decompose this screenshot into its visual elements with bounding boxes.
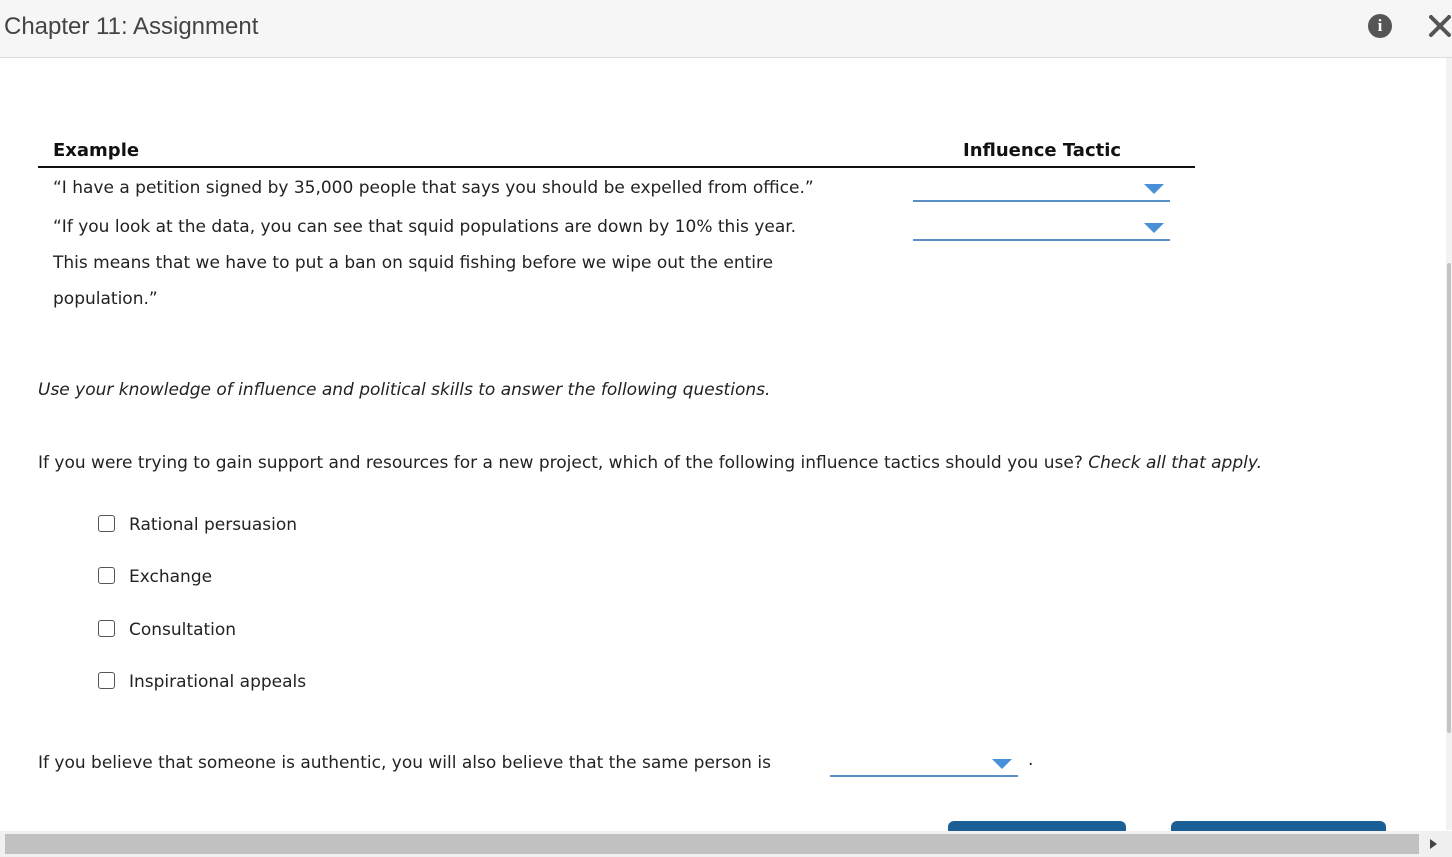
checkbox[interactable]	[98, 672, 115, 689]
example-row-2-line-3: population.”	[53, 289, 158, 309]
vertical-scroll-thumb[interactable]	[1447, 263, 1451, 733]
horizontal-scroll-thumb[interactable]	[5, 834, 1419, 854]
scroll-right-arrow-icon[interactable]	[1430, 839, 1437, 849]
vertical-scrollbar[interactable]	[1446, 58, 1452, 830]
example-row-1-text: “I have a petition signed by 35,000 people that says you should be expelled from office.”	[53, 178, 814, 198]
option-label: Consultation	[129, 620, 237, 640]
header-bar	[0, 0, 1452, 58]
question-1-text: If you were trying to gain support and resources for a new project, which of the following influence tactics should you use?	[38, 453, 1089, 473]
table-header-rule	[38, 166, 1195, 168]
question-2-text: If you believe that someone is authentic, you will also believe that the same person is	[38, 753, 771, 773]
chevron-down-icon	[992, 759, 1012, 769]
example-row-2-line-1: “If you look at the data, you can see that squid populations are down by 10% this year.	[53, 217, 797, 237]
info-icon[interactable]: i	[1368, 14, 1392, 38]
chevron-down-icon	[1144, 184, 1164, 194]
option-label: Inspirational appeals	[129, 672, 307, 692]
checkbox[interactable]	[98, 515, 115, 532]
question-1	[38, 453, 1262, 473]
question-2-suffix: .	[1028, 750, 1034, 770]
chevron-down-icon	[1144, 223, 1164, 233]
row-1-tactic-dropdown[interactable]	[913, 178, 1170, 202]
row-2-tactic-dropdown[interactable]	[913, 217, 1170, 241]
checkbox[interactable]	[98, 620, 115, 637]
page-title: Chapter 11: Assignment	[4, 13, 259, 40]
close-icon[interactable]	[1426, 12, 1452, 40]
option-label: Rational persuasion	[129, 515, 298, 535]
table-header-tactic: Influence Tactic	[963, 140, 1122, 161]
example-row-2-line-2: This means that we have to put a ban on squid fishing before we wipe out the entire	[53, 253, 774, 273]
question-2-dropdown[interactable]	[830, 753, 1018, 777]
option-label: Exchange	[129, 567, 213, 587]
table-header-example: Example	[53, 140, 140, 161]
instruction-text: Use your knowledge of influence and political skills to answer the following questions.	[38, 380, 771, 400]
horizontal-scrollbar[interactable]	[0, 831, 1452, 857]
checkbox[interactable]	[98, 567, 115, 584]
question-1-emphasis: Check all that apply.	[1088, 453, 1263, 473]
